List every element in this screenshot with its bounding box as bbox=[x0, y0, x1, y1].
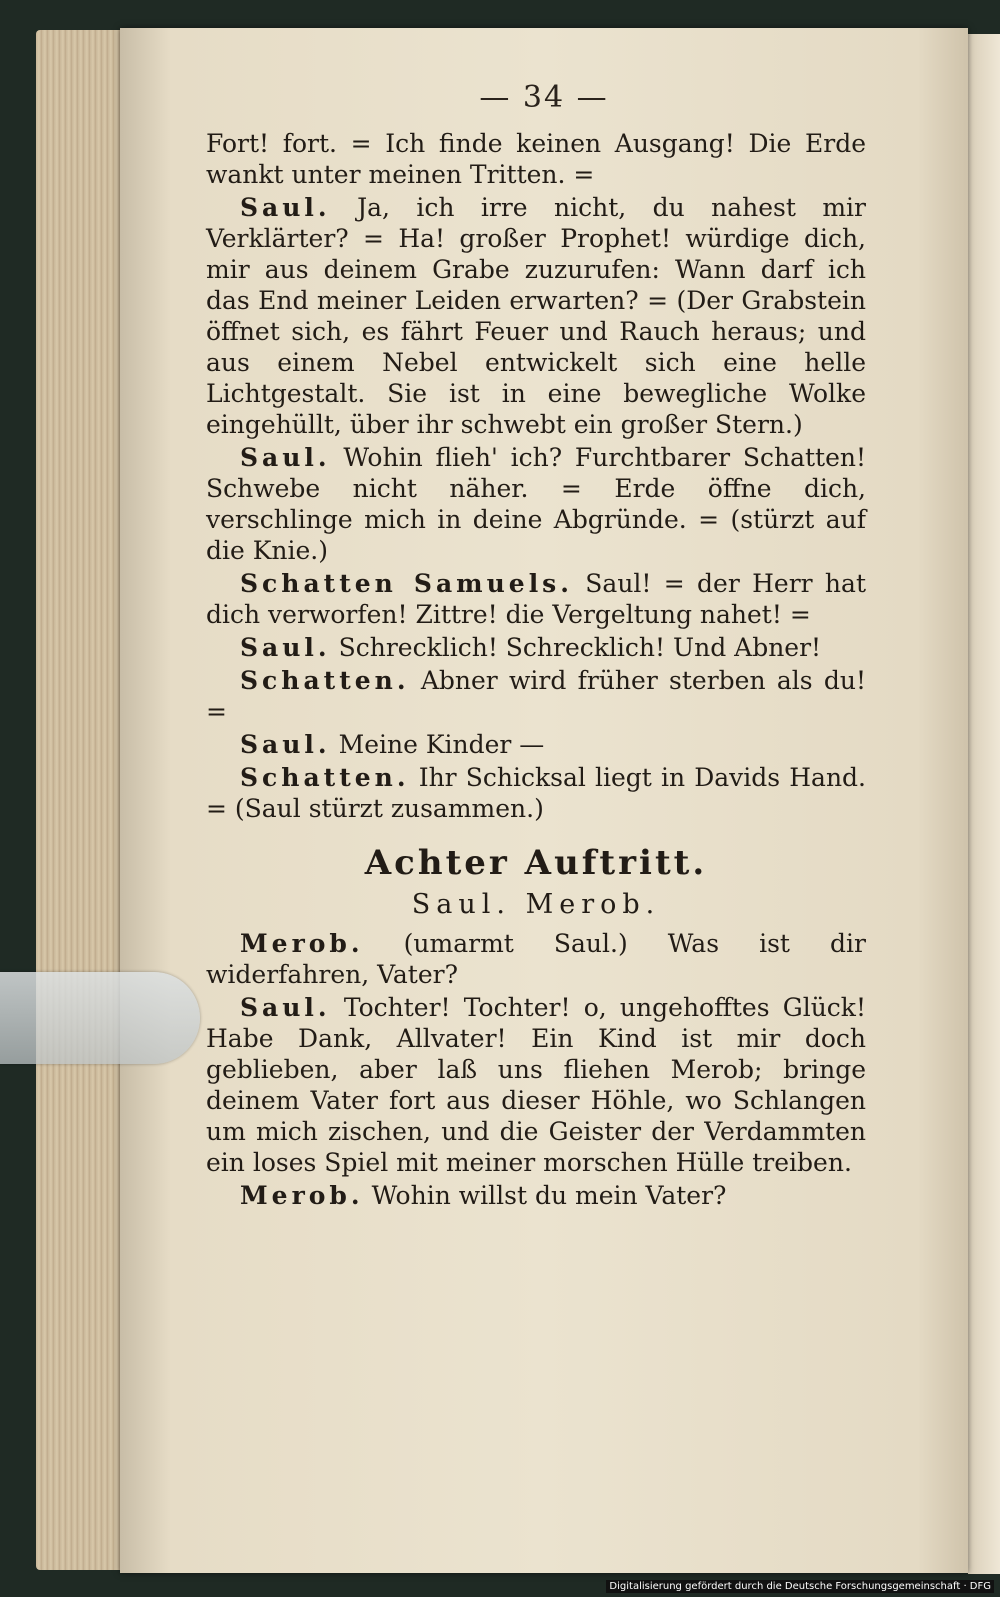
speaker-name: Schatten. bbox=[240, 763, 410, 792]
speaker-name: Saul. bbox=[240, 993, 331, 1022]
speech-text: Abner wird früher sterben als du! = bbox=[206, 666, 866, 726]
speaker-name: Merob. bbox=[240, 929, 364, 958]
speaker-name: Saul. bbox=[240, 633, 331, 662]
dialogue-paragraph bbox=[206, 192, 866, 440]
page-number: — 34 — bbox=[479, 80, 609, 115]
dialogue-paragraph bbox=[206, 632, 866, 663]
dialogue-paragraph bbox=[206, 928, 866, 990]
speaker-name: Merob. bbox=[240, 1181, 364, 1210]
dialogue-paragraph bbox=[206, 568, 866, 630]
speech-text: Ihr Schicksal liegt in Davids Hand. = (Saul stürzt zusammen.) bbox=[206, 763, 866, 823]
book-page bbox=[120, 28, 968, 1573]
dialogue-paragraph bbox=[206, 665, 866, 727]
page-text bbox=[206, 128, 866, 1213]
speech-text: Meine Kinder — bbox=[338, 730, 545, 759]
speaker-name: Schatten. bbox=[240, 666, 410, 695]
speech-text: Schrecklich! Schrecklich! Und Abner! bbox=[338, 633, 822, 662]
speech-text: Tochter! Tochter! o, ungehofftes Glück! Habe Dank, Allvater! Ein Kind ist mir doch geblieben, aber laß uns fliehen Merob; bringe deinem Vater fort aus dieser Höhle, wo Schlangen um mich zischen, und die Geister der Verdammten ein loses Spiel mit meiner morschen Hülle treiben. bbox=[206, 993, 866, 1177]
speaker-name: Saul. bbox=[240, 443, 331, 472]
digitization-credit: Digitalisierung gefördert durch die Deutsche Forschungsgemeinschaft · DFG bbox=[606, 1580, 994, 1593]
speech-text: Wohin flieh' ich? Furchtbarer Schatten! Schwebe nicht näher. = Erde öffne dich, verschlinge mich in deine Abgründe. = (stürzt auf die Knie.) bbox=[206, 443, 867, 565]
dialogue-paragraph bbox=[206, 442, 866, 566]
speech-text: Ja, ich irre nicht, du nahest mir Verklärter? = Ha! großer Prophet! würdige dich, mir aus deinem Grabe zuzurufen: Wann darf ich das End meiner Leiden erwarten? = (Der Grabstein öffnet sich, es fährt Feuer und Rauch heraus; und aus einem Nebel entwickelt sich eine helle Lichtgestalt. Sie ist in eine bewegliche Wolke eingehüllt, über ihr schwebt ein großer Stern.) bbox=[206, 193, 867, 439]
next-page-edge bbox=[968, 34, 1000, 1574]
speech-text: Fort! fort. = Ich finde keinen Ausgang! Die Erde wankt unter meinen Tritten. = bbox=[206, 129, 866, 189]
scene-heading: Achter Auftritt. bbox=[364, 843, 708, 883]
speech-text: Saul! = der Herr hat dich verworfen! Zittre! die Vergeltung nahet! = bbox=[206, 569, 866, 629]
dialogue-paragraph bbox=[206, 992, 866, 1178]
dialogue-paragraph bbox=[206, 128, 866, 190]
dialogue-paragraph bbox=[206, 729, 866, 760]
scene-characters: Saul. Merob. bbox=[411, 889, 661, 920]
speech-text: Wohin willst du mein Vater? bbox=[371, 1181, 727, 1210]
dialogue-block-before bbox=[206, 128, 866, 824]
speaker-name: Saul. bbox=[240, 730, 331, 759]
dialogue-paragraph bbox=[206, 1180, 866, 1211]
dialogue-block-after bbox=[206, 928, 866, 1211]
speaker-name: Schatten Samuels. bbox=[240, 569, 573, 598]
dialogue-paragraph bbox=[206, 762, 866, 824]
page-holder-clip bbox=[0, 972, 200, 1064]
speaker-name: Saul. bbox=[240, 193, 331, 222]
speech-text: (umarmt Saul.) Was ist dir widerfahren, Vater? bbox=[206, 929, 866, 989]
